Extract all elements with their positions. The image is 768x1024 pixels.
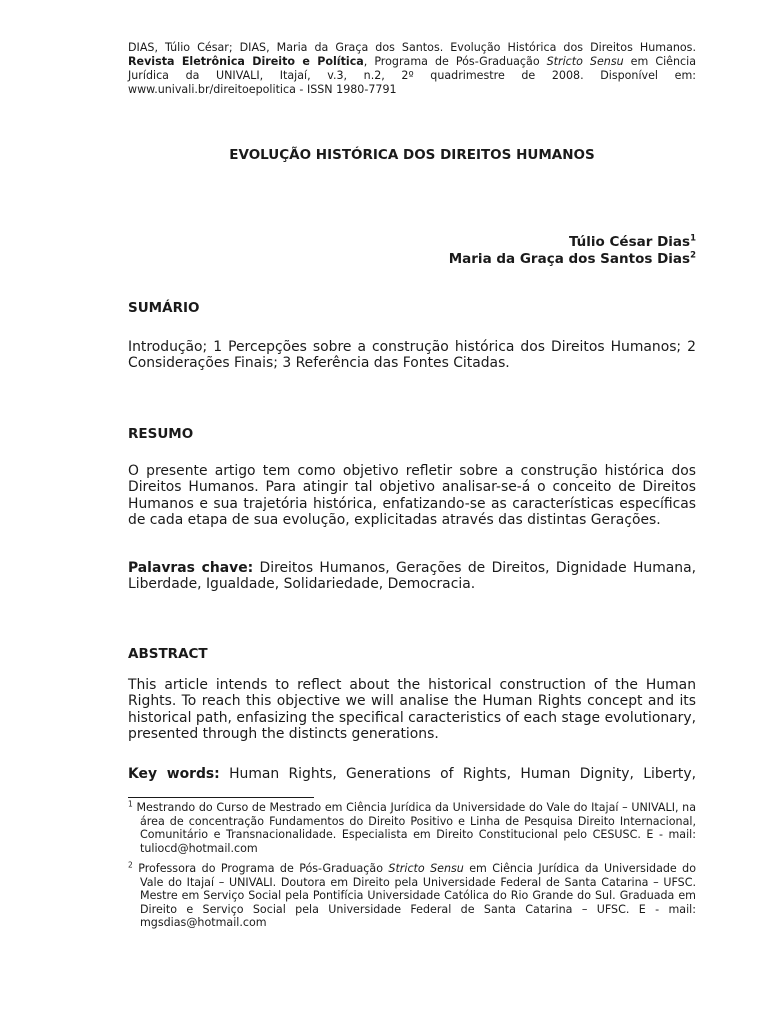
author-1-name: Túlio César Dias bbox=[568, 234, 691, 250]
resumo-text: O presente artigo tem como objetivo refletir sobre a construção histórica dos Direitos Humanos. Para atingir tal objetivo analisar-se-á o conceito de Direitos Humanos e sua trajetória histórica, enfatizando-se as características específicas de cada etapa de sua evolução, explicitadas através das distintas Gerações. bbox=[128, 463, 696, 528]
citation-details: em Ciência Jurídica da UNIVALI, Itajaí, v.3, n.2, 2º quadrimestre de 2008. Disponível em: www.univali.br/direitoepolitica - ISSN 1980-7791 bbox=[128, 55, 696, 96]
sumario-text: Introdução; 1 Percepções sobre a construção histórica dos Direitos Humanos; 2 Considerações Finais; 3 Referência das Fontes Citadas. bbox=[128, 339, 696, 372]
resumo-keywords bbox=[128, 560, 696, 593]
author-1-footnote-mark[interactable]: 1 bbox=[690, 233, 696, 244]
footnote-2-before: Professora do Programa de Pós-Graduação bbox=[132, 862, 389, 875]
footnote-1-text: Mestrando do Curso de Mestrado em Ciência Jurídica da Universidade do Vale do Itajaí – UNIVALI, na área de concentração Fundamentos do Direito Positivo e Linha de Pesquisa Direito Internacional, Comunitário e Transnacionalidade. Especialista em Direito Constitucional pelo CESUSC. E - mail: tuliocd@hotmail.com bbox=[132, 801, 696, 855]
resumo-keywords-label: Palavras chave: bbox=[128, 560, 254, 576]
footnote-2 bbox=[128, 862, 696, 930]
footnote-2-stricto-sensu: Stricto Sensu bbox=[388, 862, 464, 875]
citation-stricto-sensu: Stricto Sensu bbox=[546, 55, 624, 68]
paper-title: EVOLUÇÃO HISTÓRICA DOS DIREITOS HUMANOS bbox=[229, 147, 595, 163]
author-2-name: Maria da Graça dos Santos Dias bbox=[448, 251, 691, 267]
abstract-keywords-label: Key words: bbox=[128, 766, 220, 782]
citation-authors: DIAS, Túlio César; DIAS, Maria da Graça dos Santos. Evolução Histórica dos Direitos Humanos. bbox=[128, 41, 696, 54]
footnote-1 bbox=[128, 801, 696, 855]
abstract-text: This article intends to reflect about the historical construction of the Human Rights. To reach this objective we will analise the Human Rights concept and its historical path, enfasizing the specifical caracteristics of each stage evolutionary, presented through the distincts generations. bbox=[128, 677, 696, 742]
author-2-footnote-mark[interactable]: 2 bbox=[690, 250, 696, 261]
citation-header bbox=[128, 41, 696, 97]
abstract-keywords bbox=[128, 766, 696, 782]
abstract-keywords-list: Human Rights, Generations of Rights, Human Dignity, Liberty, bbox=[219, 766, 697, 782]
author-2 bbox=[128, 251, 696, 268]
author-1 bbox=[128, 234, 696, 251]
resumo-keywords-list: Direitos Humanos, Gerações de Direitos, Dignidade Humana, Liberdade, Igualdade, Solidariedade, Democracia. bbox=[128, 560, 696, 593]
footnote-separator bbox=[128, 797, 314, 798]
abstract-heading: ABSTRACT bbox=[128, 646, 208, 662]
sumario-heading: SUMÁRIO bbox=[128, 300, 200, 316]
citation-program: , Programa de Pós-Graduação bbox=[363, 55, 547, 68]
footnote-2-mark: 2 bbox=[128, 860, 133, 870]
footnote-1-mark: 1 bbox=[128, 799, 133, 809]
footnote-2-text: em Ciência Jurídica da Universidade do Vale do Itajaí – UNIVALI. Doutora em Direito pela Universidade Federal de Santa Catarina – UFSC. Mestre em Serviço Social pela Pontifícia Universidade Católica do Rio Grande do Sul. Graduada em Direito e Serviço Social pela Universidade Federal de Santa Catarina – UFSC. E - mail: mgsdias@hotmail.com bbox=[140, 862, 696, 930]
citation-journal: Revista Eletrônica Direito e Política bbox=[128, 55, 364, 68]
resumo-heading: RESUMO bbox=[128, 426, 194, 442]
